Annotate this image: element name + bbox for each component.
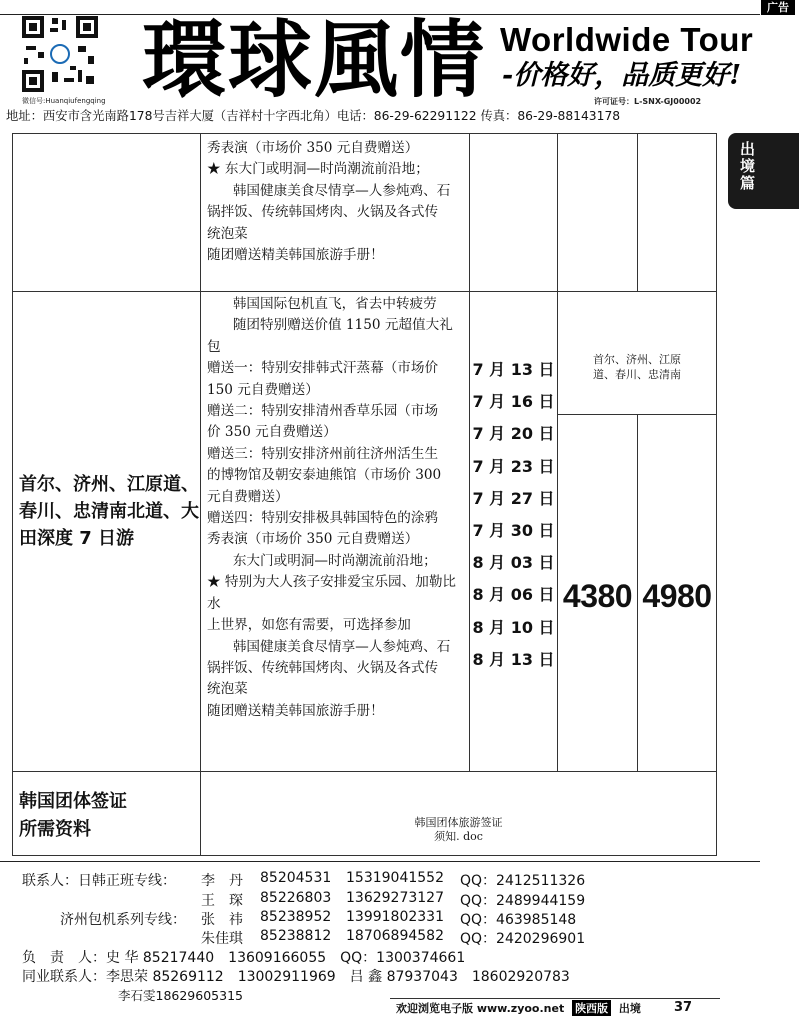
departure-date: 8 月 06 日 bbox=[472, 585, 555, 605]
wechat-id: 微信号:Huanqiufengqing bbox=[22, 97, 106, 105]
itinerary-line: 统泡菜 bbox=[207, 225, 248, 242]
table-row bbox=[13, 772, 717, 856]
departure-date: 7 月 16 日 bbox=[472, 392, 555, 412]
peer-contact-row: 李石雯18629605315 bbox=[118, 988, 243, 1003]
itinerary-line: 韩国国际包机直飞，省去中转疲劳 bbox=[232, 296, 437, 312]
contacts-rule bbox=[0, 861, 760, 862]
departure-date: 7 月 30 日 bbox=[472, 521, 555, 541]
contact-mobile: 13629273127 bbox=[346, 890, 444, 906]
itinerary-line: 包 bbox=[207, 338, 221, 355]
address-line: 地址：西安市含光南路178号吉祥大厦（吉祥村十字西北角）电话：86-29-62291122 传真：86-29-88143178 bbox=[6, 109, 621, 123]
brand-title: 環球風情 bbox=[142, 10, 487, 109]
departure-city-line: 道、春川、忠清南 bbox=[593, 368, 681, 381]
departure-date: 8 月 10 日 bbox=[472, 617, 555, 637]
contact-mobile: 15319041552 bbox=[346, 870, 444, 886]
contact-label: 联系人：日韩正班专线： bbox=[22, 873, 176, 889]
itinerary-line: ★ 特别为大人孩子安排爱宝乐园、加勒比水 bbox=[207, 574, 457, 612]
visa-label bbox=[13, 772, 201, 856]
itinerary-line: 统泡菜 bbox=[207, 681, 248, 698]
itinerary-cell bbox=[201, 292, 470, 772]
route-name bbox=[13, 292, 201, 772]
contact-qq: QQ：2420296901 bbox=[460, 931, 586, 947]
itinerary-line: 赠送三：特别安排济州前往济州活生生 bbox=[207, 445, 439, 462]
itinerary-line: 锅拌饭、传统韩国烤肉、火锅及各式传 bbox=[207, 204, 439, 221]
section-tab-char: 出 bbox=[740, 140, 756, 158]
itinerary-line: 赠送一：特别安排韩式汗蒸幕（市场价 bbox=[207, 360, 439, 377]
footer bbox=[396, 1000, 641, 1016]
itinerary-line: 随团特别赠送价值 1150 元超值大礼 bbox=[232, 317, 453, 334]
price-second: 4980 bbox=[638, 415, 717, 772]
footer-rule bbox=[390, 998, 720, 999]
table-row bbox=[13, 292, 717, 415]
itinerary-line: 赠送二：特别安排清州香草乐园（市场 bbox=[207, 403, 439, 420]
contact-phone: 85238812 bbox=[260, 928, 332, 944]
departure-date: 8 月 03 日 bbox=[472, 553, 555, 573]
manager-row: 负 责 人：史 华 85217440 13609166055 QQ：1300374661 bbox=[22, 950, 466, 966]
slogan: -价格好，品质更好! bbox=[502, 60, 742, 91]
visa-label-line: 韩国团体签证 bbox=[19, 791, 127, 812]
itinerary-line: 东大门或明洞—时尚潮流前沿地； bbox=[232, 552, 437, 569]
contact-qq: QQ：2412511326 bbox=[460, 873, 586, 889]
contact-name: 朱佳琪 bbox=[201, 931, 243, 947]
visa-file-name: 韩国团体旅游签证 bbox=[414, 816, 503, 829]
itinerary-line: 价 350 元自费赠送） bbox=[207, 424, 337, 441]
contact-phone: 85204531 bbox=[260, 870, 332, 886]
itinerary-line: 秀表演（市场价 350 元自费赠送） bbox=[207, 140, 419, 156]
itinerary-line: 随团赠送精美韩国旅游手册！ bbox=[207, 247, 384, 264]
visa-document-link[interactable] bbox=[201, 772, 717, 856]
contact-qq: QQ：463985148 bbox=[460, 912, 577, 928]
itinerary-line: 赠送四：特别安排极具韩国特色的涂鸦 bbox=[207, 510, 439, 527]
section-tab-char: 篇 bbox=[740, 174, 756, 192]
price-cell bbox=[638, 134, 717, 292]
edition-badge: 陕西版 bbox=[572, 1000, 611, 1016]
contact-mobile: 13991802331 bbox=[346, 909, 444, 925]
contact-name: 李 丹 bbox=[201, 873, 243, 889]
visa-label-line: 所需资料 bbox=[19, 819, 91, 840]
itinerary-line: 锅拌饭、传统韩国烤肉、火锅及各式传 bbox=[207, 659, 439, 676]
itinerary-line: 上世界，如您有需要，可选择参加 bbox=[207, 617, 411, 634]
tour-table bbox=[12, 133, 717, 856]
license-number: 许可证号：L-SNX-GJ00002 bbox=[594, 97, 702, 106]
departure-date: 8 月 13 日 bbox=[472, 649, 555, 669]
itinerary-line: 随团赠送精美韩国旅游手册！ bbox=[207, 702, 384, 719]
itinerary-text bbox=[201, 292, 469, 722]
itinerary-line: ★ 东大门或明洞—时尚潮流前沿地； bbox=[207, 161, 429, 178]
departure-city-line: 首尔、济州、江原 bbox=[593, 353, 681, 366]
contact-phone: 85226803 bbox=[260, 890, 332, 906]
route-line: 田深度 7 日游 bbox=[19, 528, 135, 549]
qr-code-icon bbox=[22, 16, 98, 92]
route-line: 首尔、济州、江原道、 bbox=[19, 474, 199, 495]
contact-name: 张 祎 bbox=[201, 912, 243, 928]
table-row bbox=[13, 134, 717, 292]
brand-english: Worldwide Tour bbox=[500, 21, 754, 58]
itinerary-cell bbox=[201, 134, 470, 292]
departure-date: 7 月 13 日 bbox=[472, 360, 555, 379]
price-cell bbox=[558, 134, 638, 292]
route-cell bbox=[13, 134, 201, 292]
departure-date: 7 月 23 日 bbox=[472, 456, 555, 476]
itinerary-line: 的博物馆及朝安泰迪熊馆（市场价 300 bbox=[207, 467, 442, 484]
contact-name: 王 琛 bbox=[201, 893, 243, 909]
peer-contact-row: 同业联系人：李思荣 85269112 13002911969 吕 鑫 87937043 18602920783 bbox=[22, 969, 570, 985]
ad-tag: 广告 bbox=[761, 0, 795, 15]
section-tab-outbound[interactable] bbox=[728, 133, 799, 209]
itinerary-line: 韩国健康美食尽情享—人参炖鸡、石 bbox=[232, 638, 451, 655]
dates-cell bbox=[470, 134, 558, 292]
route-line: 春川、忠清南北道、大 bbox=[19, 501, 199, 522]
departure-date: 7 月 20 日 bbox=[472, 424, 555, 444]
departure-cities bbox=[558, 292, 717, 415]
departure-dates bbox=[470, 292, 558, 772]
page-number: 37 bbox=[674, 1000, 693, 1015]
visa-file-ext: 须知. doc bbox=[434, 830, 483, 843]
section-tab-char: 境 bbox=[740, 157, 756, 175]
itinerary-line: 150 元自费赠送） bbox=[207, 381, 319, 398]
footer-section: 出境 bbox=[618, 1002, 641, 1015]
itinerary-text bbox=[201, 134, 469, 266]
contact-mobile: 18706894582 bbox=[346, 928, 444, 944]
itinerary-line: 元自费赠送） bbox=[207, 488, 289, 505]
contact-label: 济州包机系列专线： bbox=[60, 912, 186, 928]
price-adult: 4380 bbox=[558, 415, 638, 772]
contact-phone: 85238952 bbox=[260, 909, 332, 925]
itinerary-line: 韩国健康美食尽情享—人参炖鸡、石 bbox=[232, 182, 451, 199]
contact-qq: QQ：2489944159 bbox=[460, 893, 586, 909]
departure-date: 7 月 27 日 bbox=[472, 488, 555, 508]
itinerary-line: 秀表演（市场价 350 元自费赠送） bbox=[207, 531, 419, 548]
footer-text[interactable]: 欢迎浏览电子版 www.zyoo.net bbox=[396, 1002, 565, 1015]
